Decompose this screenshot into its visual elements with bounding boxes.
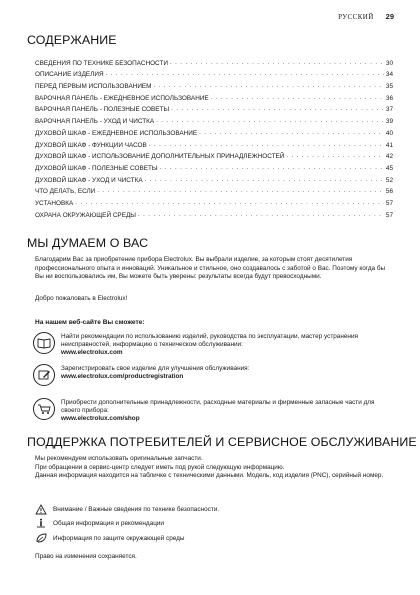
support-text (35, 455, 393, 481)
service-link[interactable]: www.electrolux.com (61, 349, 123, 357)
toc-item[interactable]: ПЕРЕД ПЕРВЫМ ИСПОЛЬЗОВАНИЕМ . . . 35 (35, 78, 393, 90)
toc-item[interactable]: ЧТО ДЕЛАТЬ, ЕСЛИ . . . 56 (35, 184, 393, 196)
toc-item[interactable]: ДУХОВОЙ ШКАФ - ИСПОЛЬЗОВАНИЕ ДОПОЛНИТЕЛЬНЫХ ПРИНАДЛЕЖНОСТЕЙ . . . 42 (35, 149, 393, 161)
toc-item[interactable]: ДУХОВОЙ ШКАФ - УХОД И ЧИСТКА . . . 52 (35, 172, 393, 184)
service-description: Приобрести дополнительные принадлежности, расходные материалы и фирменные запасные части для своего прибора: (61, 399, 375, 415)
shop-cart-icon (33, 398, 55, 420)
intro-paragraph: Благодарим Вас за приобретение прибора Electrolux. Вы выбрали изделие, за которым стоят десятилетия профессионального опыта и инноваций. Уникальное и стильное, оно создавалось с заботой о Вас. Поэтому когда бы Вы ни воспользовались им, Вы можете быть уверены: результаты всегда будут превосходными. (35, 256, 386, 281)
welcome-text: Добро пожаловать в Electrolux! (35, 295, 128, 302)
service-item-manuals (33, 332, 395, 358)
toc-item[interactable]: ДУХОВОЙ ШКАФ - ПОЛЕЗНЫЕ СОВЕТЫ . . . 45 (35, 160, 393, 172)
toc-item[interactable]: ДУХОВОЙ ШКАФ - ФУНКЦИИ ЧАСОВ . . . 41 (35, 137, 393, 149)
page-header (338, 12, 394, 21)
toc-item[interactable]: ДУХОВОЙ ШКАФ - ЕЖЕДНЕВНОЕ ИСПОЛЬЗОВАНИЕ . . . 40 (35, 125, 393, 137)
service-link[interactable]: www.electrolux.com/productregistration (61, 373, 184, 381)
service-item-shop (33, 398, 395, 424)
toc-item[interactable]: ОПИСАНИЕ ИЗДЕЛИЯ . . . 34 (35, 67, 393, 79)
language-label: РУССКИЙ (338, 13, 374, 21)
toc-item[interactable]: ВАРОЧНАЯ ПАНЕЛЬ - ЕЖЕДНЕВНОЕ ИСПОЛЬЗОВАНИЕ . . . 36 (35, 90, 393, 102)
intro-title: МЫ ДУМАЕМ О ВАС (27, 236, 149, 250)
service-item-registration (33, 364, 395, 386)
footer-note: Право на изменения сохраняется. (35, 553, 137, 560)
toc-item[interactable]: ВАРОЧНАЯ ПАНЕЛЬ - ПОЛЕЗНЫЕ СОВЕТЫ . . . 37 (35, 102, 393, 114)
environment-icon (35, 532, 47, 544)
environment-text: Информация по защите окружающей среды (53, 534, 185, 542)
website-heading: На нашем веб-сайте Вы сможете: (35, 319, 145, 326)
info-text: Общая информация и рекомендации (53, 519, 164, 527)
toc-item[interactable]: ОХРАНА ОКРУЖАЮЩЕЙ СРЕДЫ . . . 57 (35, 207, 393, 219)
service-link[interactable]: www.electrolux.com/shop (61, 415, 140, 423)
warning-item (35, 503, 219, 515)
info-icon (35, 517, 47, 529)
service-description: Зарегистрировать свое изделие для улучшения обслуживания: (61, 365, 250, 372)
toc-item[interactable]: УСТАНОВКА . . . 57 (35, 195, 393, 207)
service-description: Найти рекомендации по использованию изделий, руководства по эксплуатации, мастер устранения неисправностей, информацию о техническом обслуживании: (61, 333, 358, 349)
book-icon (33, 332, 55, 354)
info-item (35, 517, 164, 529)
warning-text: Внимание / Важные сведения по технике безопасности. (53, 505, 220, 513)
support-line: Мы рекомендуем использовать оригинальные запчасти. (35, 455, 203, 462)
support-line: При обращении в сервис-центр следует иметь под рукой следующую информацию. (35, 463, 285, 471)
warning-triangle-icon (35, 503, 47, 515)
support-line: Данная информация находится на табличке с техническими данными. Модель, код изделия (PNC), серийный номер. (35, 472, 384, 480)
toc-item[interactable]: СВЕДЕНИЯ ПО ТЕХНИКЕ БЕЗОПАСНОСТИ . . . 30 (35, 55, 393, 67)
support-title: ПОДДЕРЖКА ПОТРЕБИТЕЛЕЙ И СЕРВИСНОЕ ОБСЛУЖИВАНИЕ (27, 435, 417, 449)
page-number: 29 (385, 12, 394, 21)
environment-item (35, 532, 184, 544)
toc-item[interactable]: ВАРОЧНАЯ ПАНЕЛЬ - УХОД И ЧИСТКА . . . 39 (35, 113, 393, 125)
toc-title: СОДЕРЖАНИЕ (27, 33, 117, 47)
registration-icon (33, 364, 55, 386)
table-of-contents (35, 55, 393, 219)
